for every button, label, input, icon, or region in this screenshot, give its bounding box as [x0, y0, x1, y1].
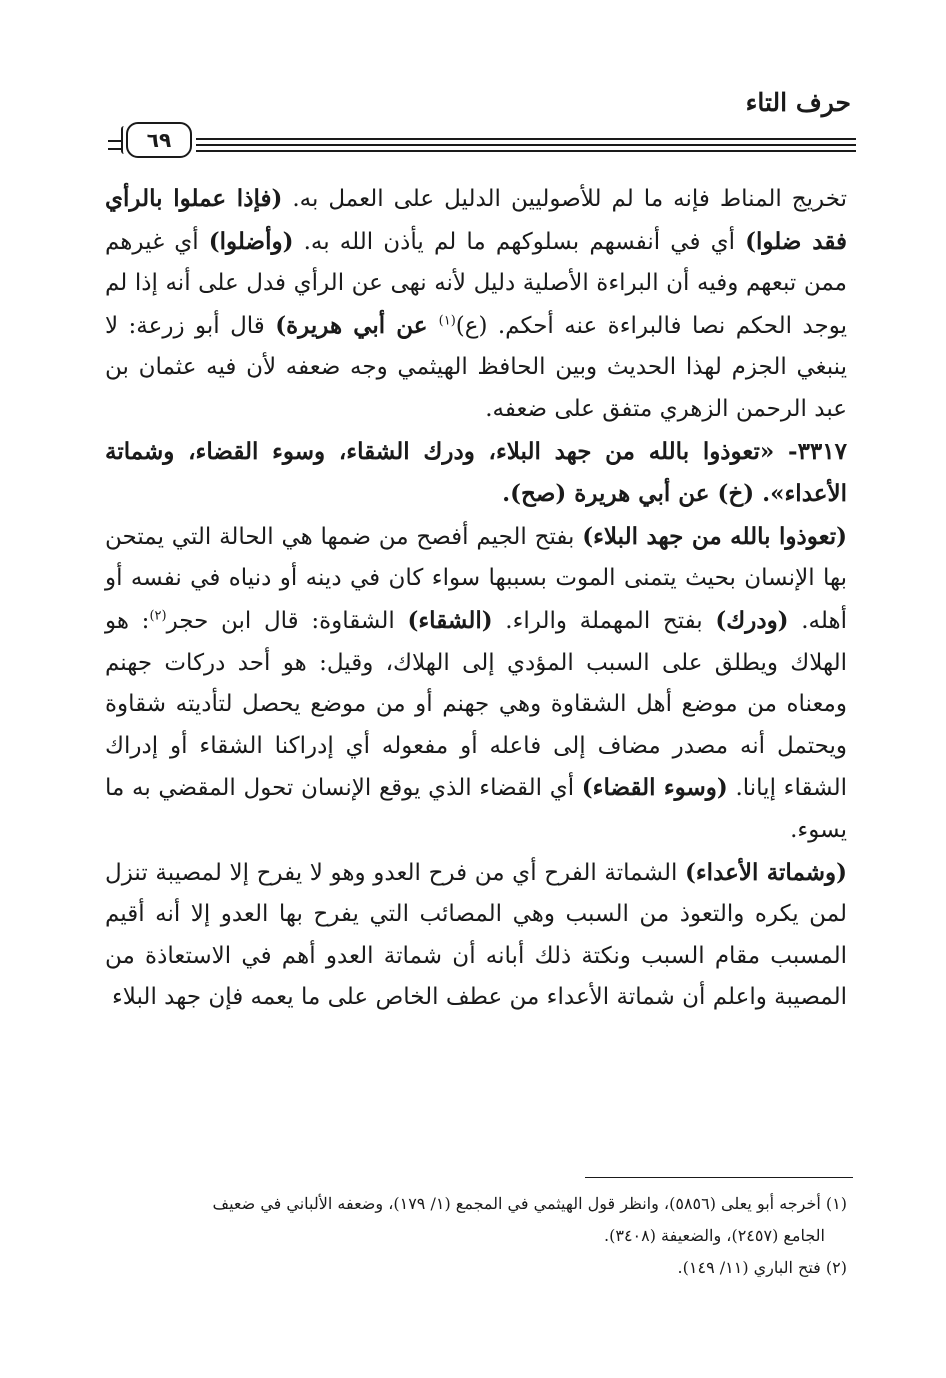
- header-rule-line: [196, 144, 856, 146]
- footnote-separator: [585, 1177, 853, 1178]
- text-run: الشماتة الفرح أي من فرح العدو وهو لا يفرح إلا لمصيبة تنزل لمن يكره والتعوذ من السبب وهي المصائب التي يفرح بها العدو إلا أنه أقيم المسبب مقام السبب ونكتة ذلك أبانه أن شماتة العدو أهم في الاستعاذة من المصيبة واعلم أن شماتة الأعداء من عطف الخاص على ما يعمه فإن جهد البلاء: [105, 859, 847, 1011]
- running-title: حرف التاء: [745, 88, 851, 117]
- header-rule: [108, 118, 856, 162]
- bold-phrase: (الشقاء): [407, 606, 493, 634]
- page-number: ٦٩: [126, 122, 192, 158]
- footnotes: [105, 1188, 847, 1284]
- footnote-ref[interactable]: (١): [438, 313, 456, 329]
- paragraph: [105, 178, 847, 431]
- bold-phrase: (تعوذوا بالله من جهد البلاء): [582, 522, 848, 550]
- header-rule-tick: [108, 140, 122, 142]
- bold-phrase: (وشماتة الأعداء): [684, 858, 847, 886]
- text-run: قال أبو زرعة: لا ينبغي الجزم لهذا الحديث وبين الحافظ الهيثمي وجه ضعفه لأن فيه عثمان بن عبد الرحمن الزهري متفق على ضعفه.: [105, 312, 847, 422]
- footnote-ref[interactable]: (٢): [149, 608, 167, 624]
- text-run: أي في أنفسهم بسلوكهم ما لم يأذن الله به.: [293, 228, 746, 255]
- text-run: الشقاوة: قال ابن حجر: [166, 607, 408, 634]
- paragraph: [105, 516, 847, 852]
- bold-phrase: (فإذا عملوا بالرأي فقد ضلوا): [105, 185, 847, 255]
- hadith-entry: [105, 431, 847, 516]
- text-run: بفتح الجيم أفصح من ضمها هي الحالة التي يمتحن بها الإنسان بحيث يتمنى الموت بسببها سواء كان في دينه أو دنياه في نفسه أو أهله.: [105, 523, 848, 634]
- paragraph: [105, 852, 847, 1019]
- hadith-text: ٣٣١٧- «تعوذوا بالله من جهد البلاء، ودرك الشقاء، وسوء القضاء، وشماتة الأعداء». (خ) عن أبي هريرة (صح).: [105, 437, 847, 508]
- footnote-1-continued: الجامع (٢٤٥٧)، والضعيفة (٣٤٠٨).: [604, 1226, 825, 1245]
- bold-phrase: (ودرك): [715, 606, 789, 634]
- text-run: بفتح المهملة والراء.: [492, 607, 716, 634]
- footnote-1: (١) أخرجه أبو يعلى (٥٨٥٦)، وانظر قول الهيثمي في المجمع (١/ ١٧٩)، وضعفه الألباني في ضعيف: [212, 1194, 847, 1213]
- footnote-2: (٢) فتح الباري (١١/ ١٤٩).: [677, 1258, 847, 1277]
- text-run: أي غيرهم ممن تبعهم وفيه أن البراءة الأصلية دليل لأنه نهى عن الرأي فدل على أنه إذا لم يوجد الحكم نصا فالبراءة عنه أحكم. (ع): [105, 228, 848, 339]
- header-rule-line: [196, 150, 856, 152]
- header-rule-line: [196, 138, 856, 140]
- text-run: تخريج المناط فإنه ما لم للأصوليين الدليل على العمل به.: [282, 186, 847, 212]
- bold-phrase: عن أبي هريرة): [275, 311, 439, 339]
- text-run: أي القضاء الذي يوقع الإنسان تحول المقضي به ما يسوء.: [105, 775, 847, 843]
- bold-phrase: (وسوء القضاء): [581, 774, 728, 802]
- header-rule-tick: [108, 148, 122, 150]
- text-run: : هو الهلاك ويطلق على السبب المؤدي إلى الهلاك، وقيل: هو أحد دركات جهنم ومعناه من موضع أهل الشقاوة وهي جهنم أو من موضع يحصل لتأديته شقاوة ويحتمل أنه مصدر مضاف إلى فاعله أو مفعوله أي إدراكنا الشقاء أو إدراك الشقاء إيانا.: [105, 607, 848, 802]
- main-text: [105, 178, 847, 1019]
- bold-phrase: (وأضلوا): [208, 227, 294, 255]
